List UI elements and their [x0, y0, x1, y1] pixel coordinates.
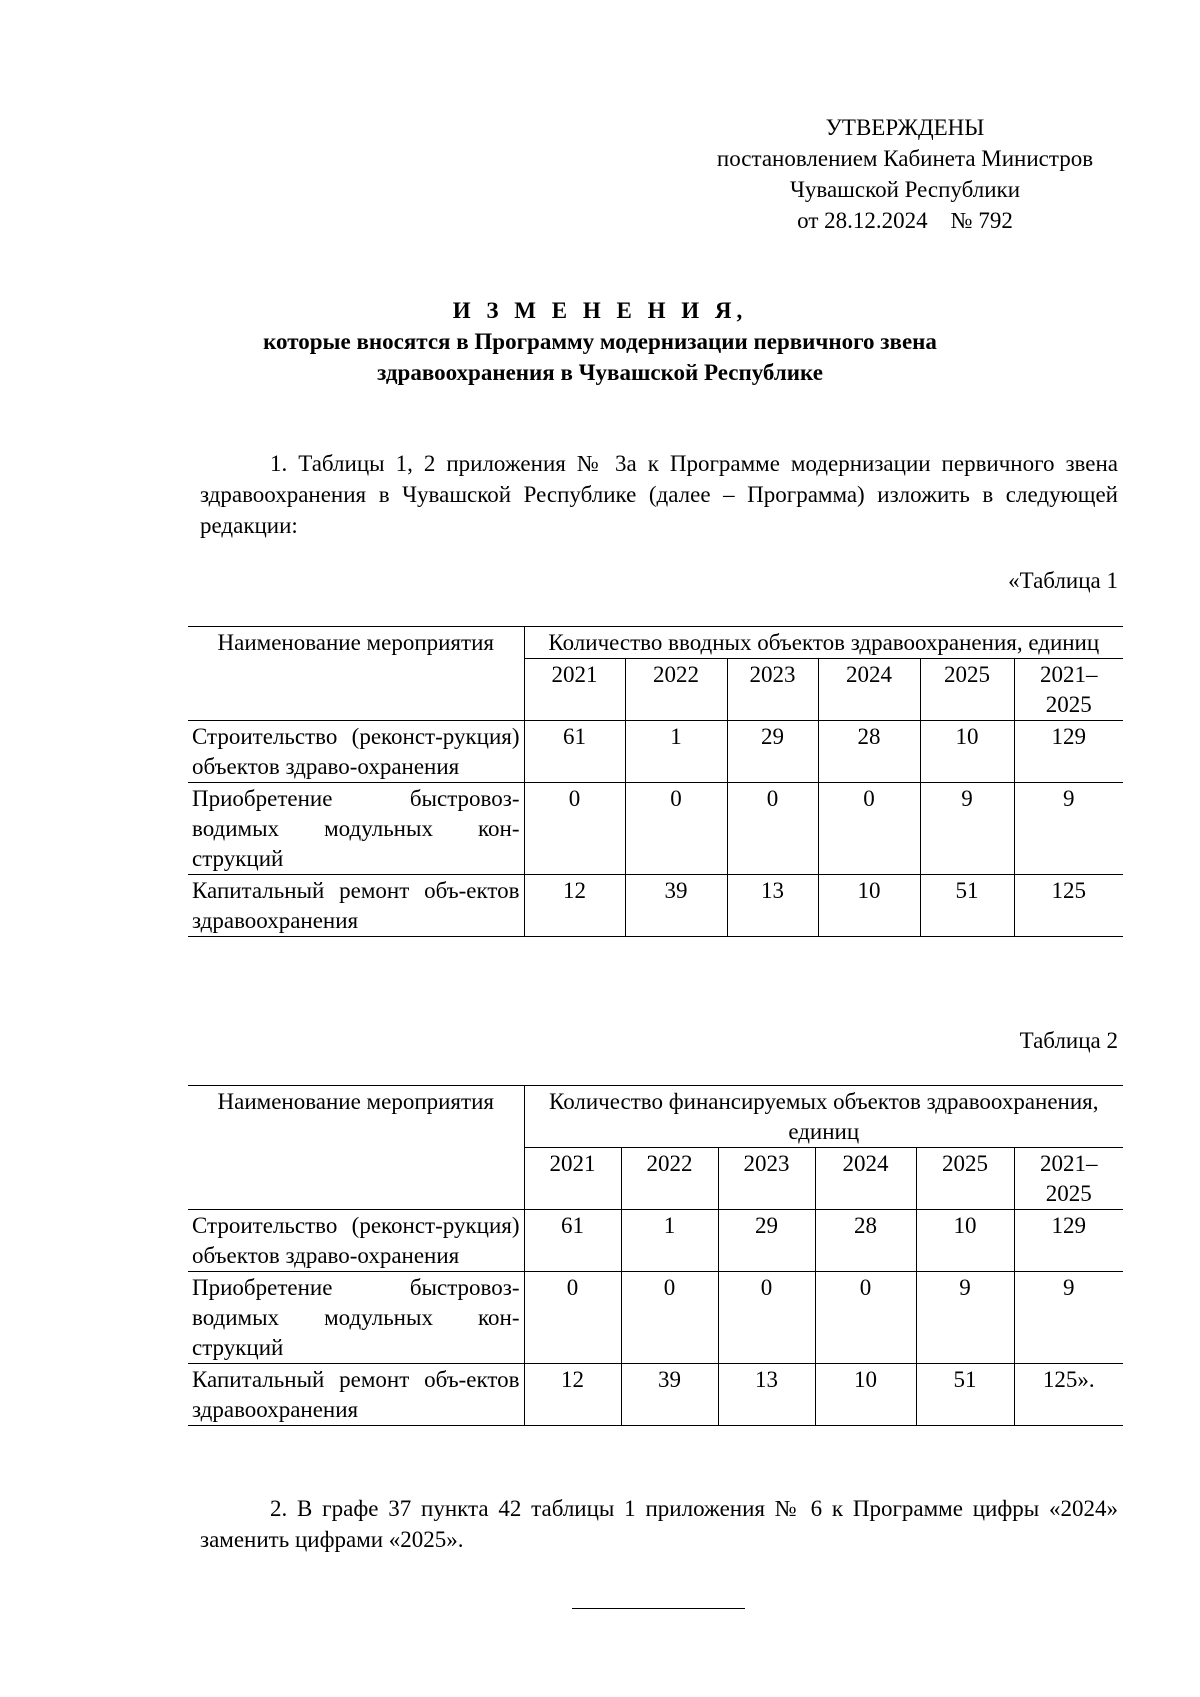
table-row	[188, 783, 1123, 875]
approval-date-number: от 28.12.2024 № 792	[797, 208, 1013, 233]
table-cell: 0	[621, 1272, 718, 1364]
table-cell: 9	[1014, 783, 1123, 875]
table-2	[188, 1085, 1123, 1426]
table-2-year-2025: 2025	[916, 1148, 1014, 1210]
table-cell: 9	[920, 783, 1014, 875]
approval-block	[680, 112, 1130, 236]
table-cell: 10	[920, 721, 1014, 783]
table-1-row-2-name: Приобретение быстровоз-водимых модульных кон-струкций	[188, 783, 524, 875]
table-1-header-name: Наименование мероприятия	[188, 627, 524, 721]
table-2-header-group: Количество финансируемых объектов здравоохранения, единиц	[524, 1086, 1123, 1148]
paragraph-2-text: 2. В графе 37 пункта 42 таблицы 1 приложения № 6 к Программе цифры «2024» заменить цифрами «2025».	[200, 1496, 1118, 1552]
table-cell: 39	[625, 875, 727, 937]
table-1	[188, 626, 1123, 937]
table-2-year-2022: 2022	[621, 1148, 718, 1210]
table-row	[188, 721, 1123, 783]
table-cell: 29	[727, 721, 818, 783]
table-cell: 1	[625, 721, 727, 783]
table-cell: 39	[621, 1364, 718, 1426]
table-1-year-2022: 2022	[625, 659, 727, 721]
approval-heading: УТВЕРЖДЕНЫ	[825, 115, 985, 140]
table-1-year-2023: 2023	[727, 659, 818, 721]
table-row	[188, 875, 1123, 937]
approval-issuer: постановлением Кабинета Министров	[716, 146, 1094, 171]
table-row	[188, 1272, 1123, 1364]
title-subheading-line2: здравоохранения в Чувашской Республике	[377, 360, 823, 385]
table-cell: 1	[621, 1210, 718, 1272]
table-cell: 125».	[1014, 1364, 1123, 1426]
table-cell: 9	[916, 1272, 1014, 1364]
table-row	[188, 1210, 1123, 1272]
table-1-year-total: 2021–2025	[1014, 659, 1123, 721]
table-cell: 61	[524, 721, 625, 783]
closing-separator-line	[572, 1608, 745, 1609]
table-cell: 0	[815, 1272, 916, 1364]
document-title	[150, 295, 1050, 388]
table-1-year-2025: 2025	[920, 659, 1014, 721]
table-row	[188, 1364, 1123, 1426]
table-cell: 28	[818, 721, 920, 783]
title-heading: И З М Е Н Е Н И Я,	[452, 298, 748, 323]
table-2-year-total: 2021–2025	[1014, 1148, 1123, 1210]
table-cell: 10	[916, 1210, 1014, 1272]
table-1-year-2024: 2024	[818, 659, 920, 721]
table-2-row-2-name: Приобретение быстровоз-водимых модульных кон-струкций	[188, 1272, 524, 1364]
paragraph-2	[200, 1493, 1118, 1555]
table-cell: 9	[1014, 1272, 1123, 1364]
paragraph-1	[200, 448, 1118, 541]
table-cell: 51	[920, 875, 1014, 937]
table-cell: 0	[718, 1272, 815, 1364]
table-1-header-group: Количество вводных объектов здравоохранения, единиц	[524, 627, 1123, 659]
approval-republic: Чувашской Республики	[789, 177, 1021, 202]
table-2-year-2021: 2021	[524, 1148, 621, 1210]
table-cell: 0	[524, 1272, 621, 1364]
table-cell: 12	[524, 1364, 621, 1426]
table-cell: 0	[524, 783, 625, 875]
table-cell: 0	[818, 783, 920, 875]
table-2-year-2023: 2023	[718, 1148, 815, 1210]
table-2-row-1-name: Строительство (реконст-рукция) объектов здраво-охранения	[188, 1210, 524, 1272]
table-1-row-3-name: Капитальный ремонт объ-ектов здравоохранения	[188, 875, 524, 937]
table-cell: 129	[1014, 1210, 1123, 1272]
table-cell: 61	[524, 1210, 621, 1272]
table-2-row-3-name: Капитальный ремонт объ-ектов здравоохранения	[188, 1364, 524, 1426]
table-1-row-1-name: Строительство (реконст-рукция) объектов здраво-охранения	[188, 721, 524, 783]
table-cell: 10	[815, 1364, 916, 1426]
table-cell: 125	[1014, 875, 1123, 937]
table-cell: 10	[818, 875, 920, 937]
table-1-year-2021: 2021	[524, 659, 625, 721]
table-cell: 129	[1014, 721, 1123, 783]
table-cell: 13	[718, 1364, 815, 1426]
table-cell: 0	[625, 783, 727, 875]
table-cell: 51	[916, 1364, 1014, 1426]
table-2-header-name: Наименование мероприятия	[188, 1086, 524, 1210]
paragraph-1-text: 1. Таблицы 1, 2 приложения № 3а к Программе модернизации первичного звена здравоохранения в Чувашской Республике (далее – Программа) изложить в следующей редакции:	[200, 451, 1118, 538]
table-cell: 0	[727, 783, 818, 875]
table-2-caption: Таблица 2	[1019, 1028, 1118, 1053]
table-2-year-2024: 2024	[815, 1148, 916, 1210]
table-cell: 28	[815, 1210, 916, 1272]
table-1-caption: «Таблица 1	[1008, 568, 1118, 593]
title-subheading-line1: которые вносятся в Программу модернизации первичного звена	[263, 329, 937, 354]
table-cell: 12	[524, 875, 625, 937]
table-cell: 29	[718, 1210, 815, 1272]
table-cell: 13	[727, 875, 818, 937]
